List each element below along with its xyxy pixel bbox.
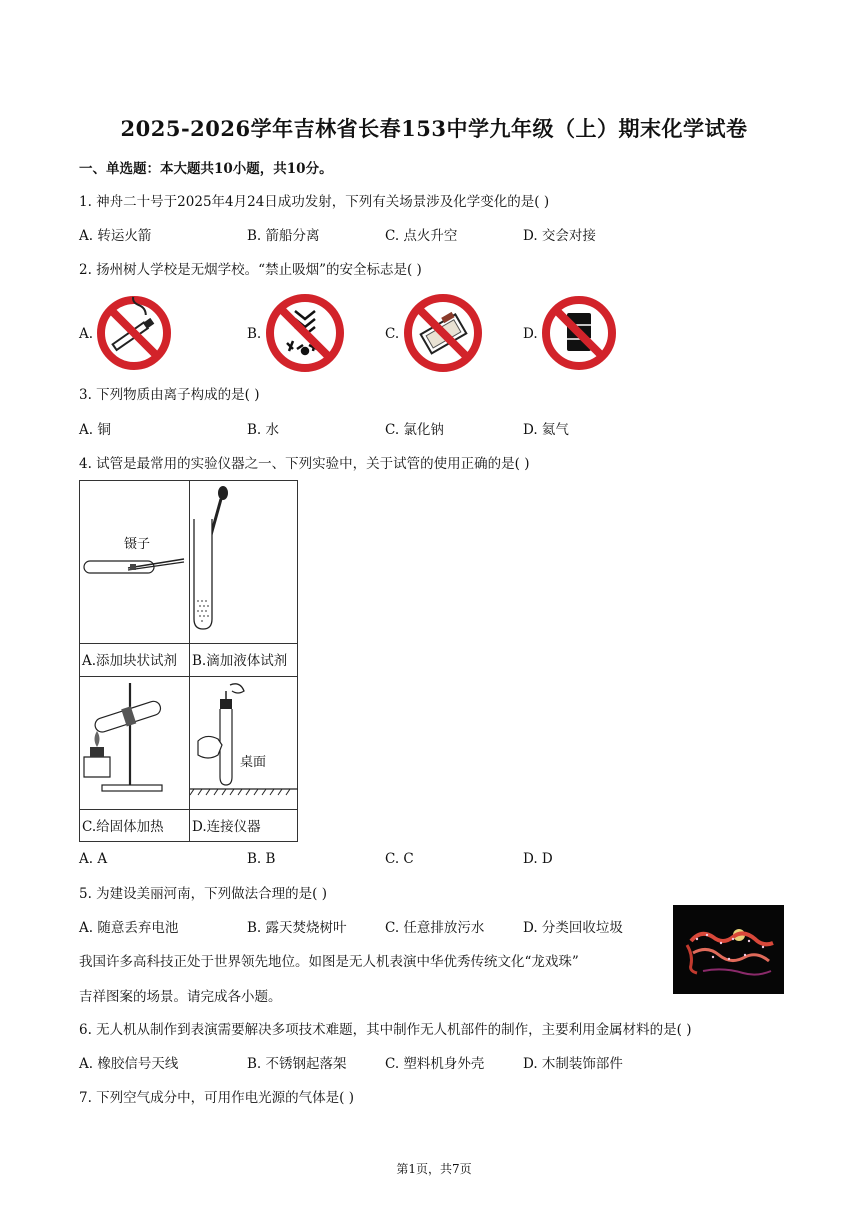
q6-option-c: C. 塑料机身外壳 bbox=[385, 1056, 485, 1072]
figure-a bbox=[80, 481, 189, 643]
q1-option-d: D. 交会对接 bbox=[523, 228, 596, 244]
q3-option-c: C. 氯化钠 bbox=[385, 422, 444, 438]
passage-line-2: 吉祥图案的场景。请完成各小题。 bbox=[79, 989, 282, 1005]
q6-option-b: B. 不锈钢起落架 bbox=[247, 1056, 347, 1072]
q5-option-a: A. 随意丢弃电池 bbox=[79, 920, 179, 936]
q3-option-a: A. 铜 bbox=[79, 422, 111, 438]
q2-label-c: C. bbox=[385, 326, 400, 342]
section-heading: 一、单选题：本大题共10小题，共10分。 bbox=[79, 161, 333, 177]
no-smoking-sign-icon bbox=[96, 295, 172, 371]
question-4: 4. 试管是最常用的实验仪器之一、下列实验中，关于试管的使用正确的是( ) bbox=[79, 456, 530, 472]
heating-solid-apparatus-icon bbox=[80, 677, 188, 807]
q2-label-a: A. bbox=[79, 326, 94, 342]
dropper-test-tube-icon bbox=[190, 483, 298, 641]
question-3: 3. 下列物质由离子构成的是( ) bbox=[79, 387, 260, 403]
q1-option-b: B. 箭船分离 bbox=[247, 228, 320, 244]
q3-option-d: D. 氦气 bbox=[523, 422, 569, 438]
q5-option-d: D. 分类回收垃圾 bbox=[523, 920, 623, 936]
q5-option-c: C. 任意排放污水 bbox=[385, 920, 485, 936]
figure-b bbox=[190, 481, 299, 643]
caption-c: C.给固体加热 bbox=[82, 819, 164, 835]
q5-option-b: B. 露天焚烧树叶 bbox=[247, 920, 347, 936]
question-2: 2. 扬州树人学校是无烟学校。“禁止吸烟”的安全标志是( ) bbox=[79, 262, 422, 278]
question-6: 6. 无人机从制作到表演需要解决多项技术难题，其中制作无人机部件的制作，主要利用金属材料的是( ) bbox=[79, 1022, 692, 1038]
q2-label-b: B. bbox=[247, 326, 262, 342]
passage-line-1: 我国许多高科技正处于世界领先地位。如图是无人机表演中华优秀传统文化“龙戏珠” bbox=[79, 954, 579, 970]
figure-d bbox=[190, 677, 299, 809]
test-tube-tweezers-icon bbox=[82, 549, 188, 583]
no-fireworks-sign-icon bbox=[265, 293, 345, 373]
no-matches-sign-icon bbox=[403, 293, 483, 373]
q1-option-a: A. 转运火箭 bbox=[79, 228, 152, 244]
tweezers-label: 镊子 bbox=[124, 537, 151, 552]
q6-option-d: D. 木制装饰部件 bbox=[523, 1056, 623, 1072]
q2-label-d: D. bbox=[523, 326, 538, 342]
q4-option-a: A. A bbox=[79, 851, 108, 867]
q3-option-b: B. 水 bbox=[247, 422, 280, 438]
q4-option-d: D. D bbox=[523, 851, 553, 867]
q1-option-c: C. 点火升空 bbox=[385, 228, 458, 244]
figure-c bbox=[80, 677, 189, 809]
page-footer: 第1页，共7页 bbox=[396, 1162, 472, 1176]
experiment-figure-table bbox=[79, 480, 298, 842]
caption-d: D.连接仪器 bbox=[192, 819, 261, 835]
question-5: 5. 为建设美丽河南，下列做法合理的是( ) bbox=[79, 886, 327, 902]
caption-b: B.滴加液体试剂 bbox=[192, 653, 288, 669]
q4-option-b: B. B bbox=[247, 851, 276, 867]
q4-option-c: C. C bbox=[385, 851, 414, 867]
dragon-pearl-drone-icon bbox=[673, 905, 784, 994]
desk-label: 桌面 bbox=[240, 755, 267, 770]
question-1: 1. 神舟二十号于2025年4月24日成功发射，下列有关场景涉及化学变化的是( ) bbox=[79, 194, 550, 210]
no-flammable-barrel-sign-icon bbox=[541, 295, 617, 371]
connecting-apparatus-icon bbox=[190, 677, 298, 807]
drone-show-dragon-photo bbox=[673, 905, 784, 994]
question-7: 7. 下列空气成分中，可用作电光源的气体是( ) bbox=[79, 1090, 354, 1106]
q6-option-a: A. 橡胶信号天线 bbox=[79, 1056, 179, 1072]
page-title: 2025-2026学年吉林省长春153中学九年级（上）期末化学试卷 bbox=[120, 116, 748, 141]
caption-a: A.添加块状试剂 bbox=[82, 653, 178, 669]
